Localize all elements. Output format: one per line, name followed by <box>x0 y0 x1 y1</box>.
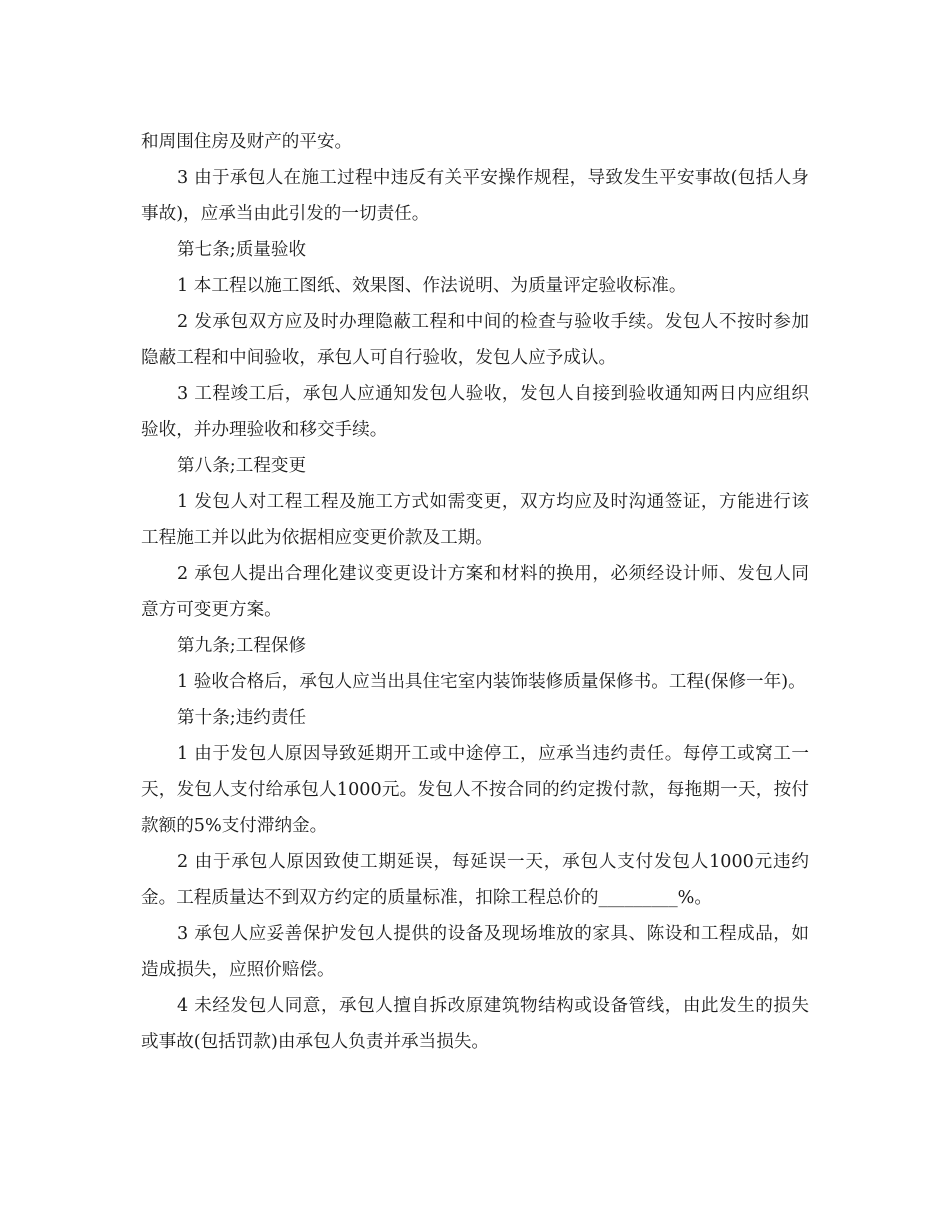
paragraph-2: 3 由于承包人在施工过程中违反有关平安操作规程，导致发生平安事故(包括人身事故)，应承当由此引发的一切责任。 <box>141 168 809 224</box>
paragraph-13: 1 由于发包人原因导致延期开工或中途停工，应承当违约责任。每停工或窝工一天，发包人支付给承包人1000元。发包人不按合同的约定拨付款，每拖期一天，按付款额的5%支付滞纳金。 <box>141 744 809 836</box>
paragraph-15: 3 承包人应妥善保护发包人提供的设备及现场堆放的家具、陈设和工程成品，如造成损失，应照价赔偿。 <box>141 924 809 980</box>
paragraph-8: 1 发包人对工程工程及施工方式如需变更，双方均应及时沟通签证，方能进行该工程施工并以此为依据相应变更价款及工期。 <box>141 492 809 548</box>
paragraph-6: 3 工程竣工后，承包人应通知发包人验收，发包人自接到验收通知两日内应组织验收，并办理验收和移交手续。 <box>141 384 809 440</box>
document-body <box>141 124 809 1060</box>
paragraph-16: 4 未经发包人同意，承包人擅自拆改原建筑物结构或设备管线，由此发生的损失或事故(包括罚款)由承包人负责并承当损失。 <box>141 996 809 1052</box>
section-heading-article-10: 第十条;违约责任 <box>177 708 307 728</box>
paragraph-9: 2 承包人提出合理化建议变更设计方案和材料的换用，必须经设计师、发包人同意方可变更方案。 <box>141 564 809 620</box>
paragraph-5: 2 发承包双方应及时办理隐蔽工程和中间的检查与验收手续。发包人不按时参加隐蔽工程和中间验收，承包人可自行验收，发包人应予成认。 <box>141 312 809 368</box>
paragraph-14: 2 由于承包人原因致使工期延误，每延误一天，承包人支付发包人1000元违约金。工程质量达不到双方约定的质量标准，扣除工程总价的_________%。 <box>141 852 809 908</box>
paragraph-11: 1 验收合格后，承包人应当出具住宅室内装饰装修质量保修书。工程(保修一年)。 <box>177 672 806 692</box>
paragraph-1: 和周围住房及财产的平安。 <box>141 132 353 152</box>
section-heading-article-8: 第八条;工程变更 <box>177 456 307 476</box>
section-heading-article-7: 第七条;质量验收 <box>177 240 307 260</box>
paragraph-4: 1 本工程以施工图纸、效果图、作法说明、为质量评定验收标准。 <box>177 276 687 296</box>
section-heading-article-9: 第九条;工程保修 <box>177 636 307 656</box>
